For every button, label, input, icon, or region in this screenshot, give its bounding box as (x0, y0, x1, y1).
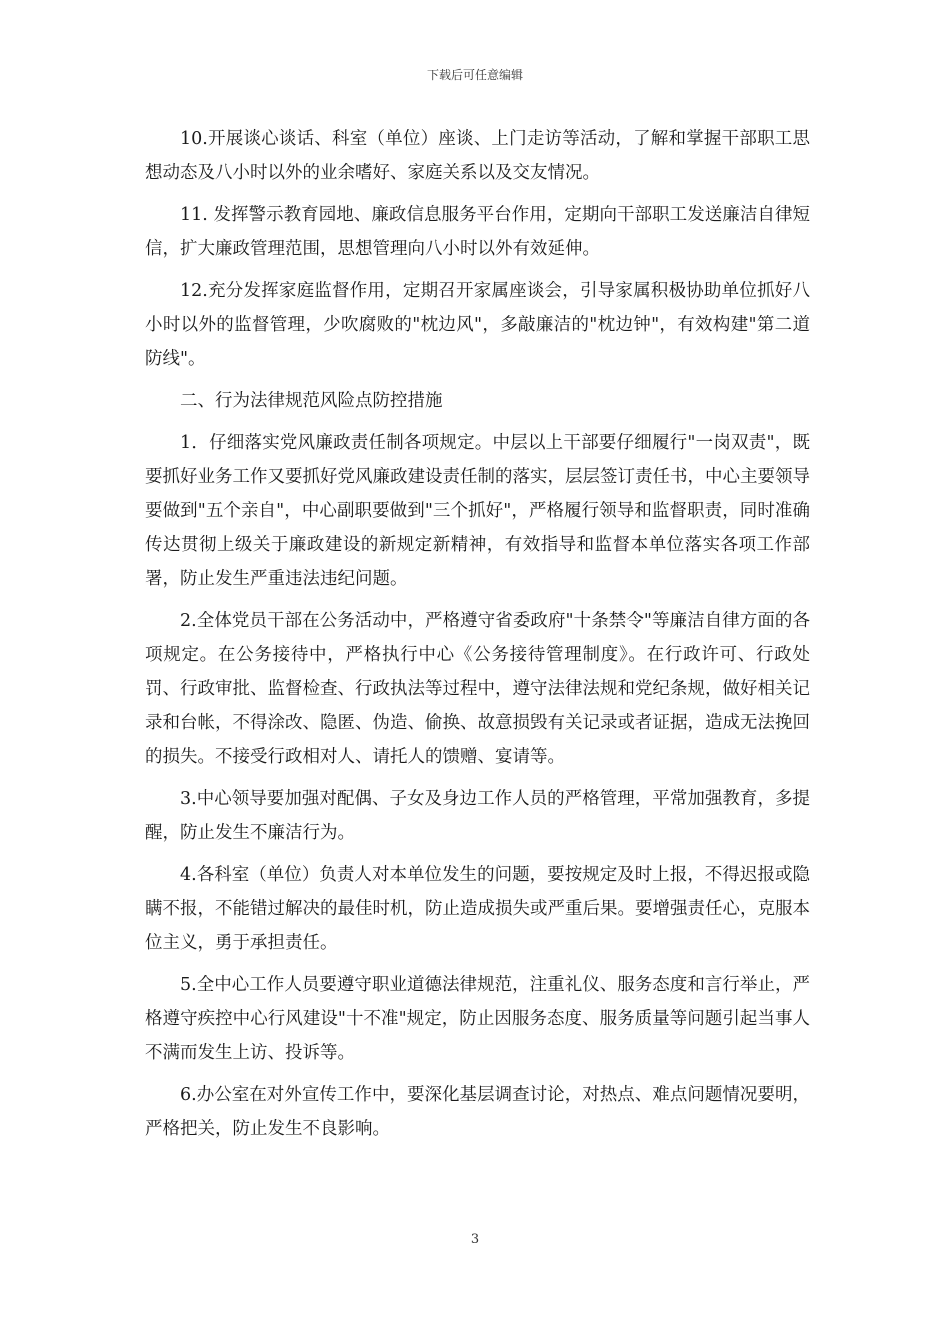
document-body (145, 122, 810, 1154)
paragraph-6: 6.办公室在对外宣传工作中，要深化基层调查讨论，对热点、难点问题情况要明，严格把关，防止发生不良影响。 (145, 1085, 810, 1139)
paragraph-12: 12.充分发挥家庭监督作用，定期召开家属座谈会，引导家属积极协助单位抓好八小时以外的监督管理，少吹腐败的"枕边风"，多敲廉洁的"枕边钟"，有效构建"第二道防线"。 (145, 281, 810, 369)
paragraph-5: 5.全中心工作人员要遵守职业道德法律规范，注重礼仪、服务态度和言行举止，严格遵守疾控中心行风建设"十不准"规定，防止因服务态度、服务质量等问题引起当事人不满而发生上访、投诉等。 (145, 975, 810, 1063)
paragraph-11: 11. 发挥警示教育园地、廉政信息服务平台作用，定期向干部职工发送廉洁自律短信，扩大廉政管理范围，思想管理向八小时以外有效延伸。 (145, 205, 810, 259)
paragraph-2: 2.全体党员干部在公务活动中，严格遵守省委政府"十条禁令"等廉洁自律方面的各项规定。在公务接待中，严格执行中心《公务接待管理制度》。在行政许可、行政处罚、行政审批、监督检查、行政执法等过程中，遵守法律法规和党纪条规，做好相关记录和台帐，不得涂改、隐匿、伪造、偷换、故意损毁有关记录或者证据，造成无法挽回的损失。不接受行政相对人、请托人的馈赠、宴请等。 (145, 611, 810, 767)
paragraph-10: 10.开展谈心谈话、科室（单位）座谈、上门走访等活动，了解和掌握干部职工思想动态及八小时以外的业余嗜好、家庭关系以及交友情况。 (145, 129, 810, 183)
paragraph-1: 1．仔细落实党风廉政责任制各项规定。中层以上干部要仔细履行"一岗双责"，既要抓好业务工作又要抓好党风廉政建设责任制的落实，层层签订责任书，中心主要领导要做到"五个亲自"，中心副职要做到"三个抓好"，严格履行领导和监督职责，同时准确传达贯彻上级关于廉政建设的新规定新精神，有效指导和监督本单位落实各项工作部署，防止发生严重违法违纪问题。 (145, 433, 810, 589)
page-header: 下载后可任意编辑 (426, 68, 523, 82)
paragraph-4: 4.各科室（单位）负责人对本单位发生的问题，要按规定及时上报，不得迟报或隐瞒不报，不能错过解决的最佳时机，防止造成损失或严重后果。要增强责任心，克服本位主义，勇于承担责任。 (145, 865, 810, 953)
section-heading: 二、行为法律规范风险点防控措施 (180, 391, 443, 411)
paragraph-3: 3.中心领导要加强对配偶、子女及身边工作人员的严格管理，平常加强教育，多提醒，防止发生不廉洁行为。 (145, 789, 810, 843)
page-number: 3 (470, 1232, 480, 1247)
